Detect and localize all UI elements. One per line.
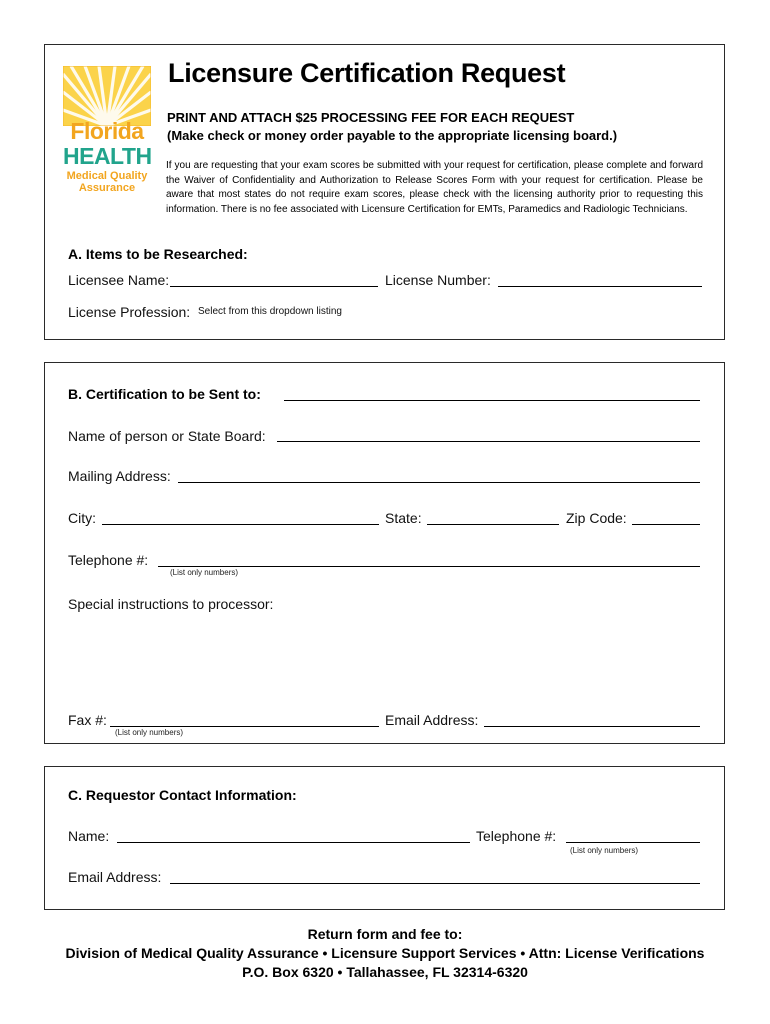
telephone-label: Telephone #: (68, 552, 149, 568)
license-profession-label: License Profession: (68, 304, 191, 320)
intro-paragraph: If you are requesting that your exam scores be submitted with your request for certification, please complete and forward the Waiver of Confidentiality and Authorization to Release Scores Form with your request for certification. Please be aware that most states do not require exam scores, please check with the licensing authority prior to requesting this information. There is no fee associated with Licensure Certification for EMTs, Paramedics and Radiologic Technicians. (166, 160, 703, 215)
section-b-title: B. Certification to be Sent to: (68, 386, 261, 402)
return-division: Division of Medical Quality Assurance • Licensure Support Services • Attn: License Verifications (65, 945, 705, 961)
license-profession-dropdown[interactable]: Select from this dropdown listing (198, 306, 342, 317)
mailing-address-label: Mailing Address: (68, 468, 171, 484)
requestor-telephone-field[interactable] (566, 842, 700, 843)
email-address-field[interactable] (484, 726, 700, 727)
page-title: Licensure Certification Request (168, 58, 566, 88)
licensee-name-field[interactable] (170, 286, 378, 287)
fee-notice: PRINT AND ATTACH $25 PROCESSING FEE FOR EACH REQUEST (167, 110, 575, 125)
requestor-name-field[interactable] (117, 842, 470, 843)
license-number-field[interactable] (498, 286, 702, 287)
state-label: State: (385, 510, 422, 526)
fax-hint: (List only numbers) (115, 728, 184, 737)
florida-health-logo (63, 66, 151, 196)
mailing-address-field[interactable] (178, 482, 700, 483)
requestor-telephone-label: Telephone #: (476, 828, 557, 844)
state-field[interactable] (427, 524, 559, 525)
return-heading: Return form and fee to: (307, 926, 463, 942)
zip-code-field[interactable] (632, 524, 700, 525)
person-board-field[interactable] (277, 441, 700, 442)
logo-mqa-text-1: Medical Quality (66, 170, 148, 182)
requestor-telephone-hint: (List only numbers) (570, 846, 639, 855)
license-number-label: License Number: (385, 272, 491, 288)
telephone-hint: (List only numbers) (170, 568, 239, 577)
fax-label: Fax #: (68, 712, 107, 728)
sun-rays-icon (63, 66, 151, 126)
licensee-name-label: Licensee Name: (68, 272, 170, 288)
email-address-label: Email Address: (385, 712, 479, 728)
special-instructions-field[interactable] (68, 618, 700, 708)
logo-health-text: HEALTH (63, 143, 152, 169)
section-c-title: C. Requestor Contact Information: (68, 787, 297, 803)
return-address: P.O. Box 6320 • Tallahassee, FL 32314-6320 (242, 964, 528, 980)
fax-field[interactable] (110, 726, 379, 727)
city-field[interactable] (102, 524, 379, 525)
payment-notice: (Make check or money order payable to the appropriate licensing board.) (167, 128, 618, 143)
special-instructions-label: Special instructions to processor: (68, 596, 274, 612)
logo-mqa-text-2: Assurance (78, 182, 136, 194)
telephone-field[interactable] (158, 566, 700, 567)
requestor-email-label: Email Address: (68, 869, 162, 885)
sent-to-field[interactable] (284, 400, 700, 401)
person-board-label: Name of person or State Board: (68, 428, 266, 444)
section-a-title: A. Items to be Researched: (68, 246, 248, 262)
requestor-email-field[interactable] (170, 883, 700, 884)
logo-florida-text: Florida (70, 118, 144, 144)
zip-code-label: Zip Code: (566, 510, 627, 526)
city-label: City: (68, 510, 96, 526)
requestor-name-label: Name: (68, 828, 110, 844)
